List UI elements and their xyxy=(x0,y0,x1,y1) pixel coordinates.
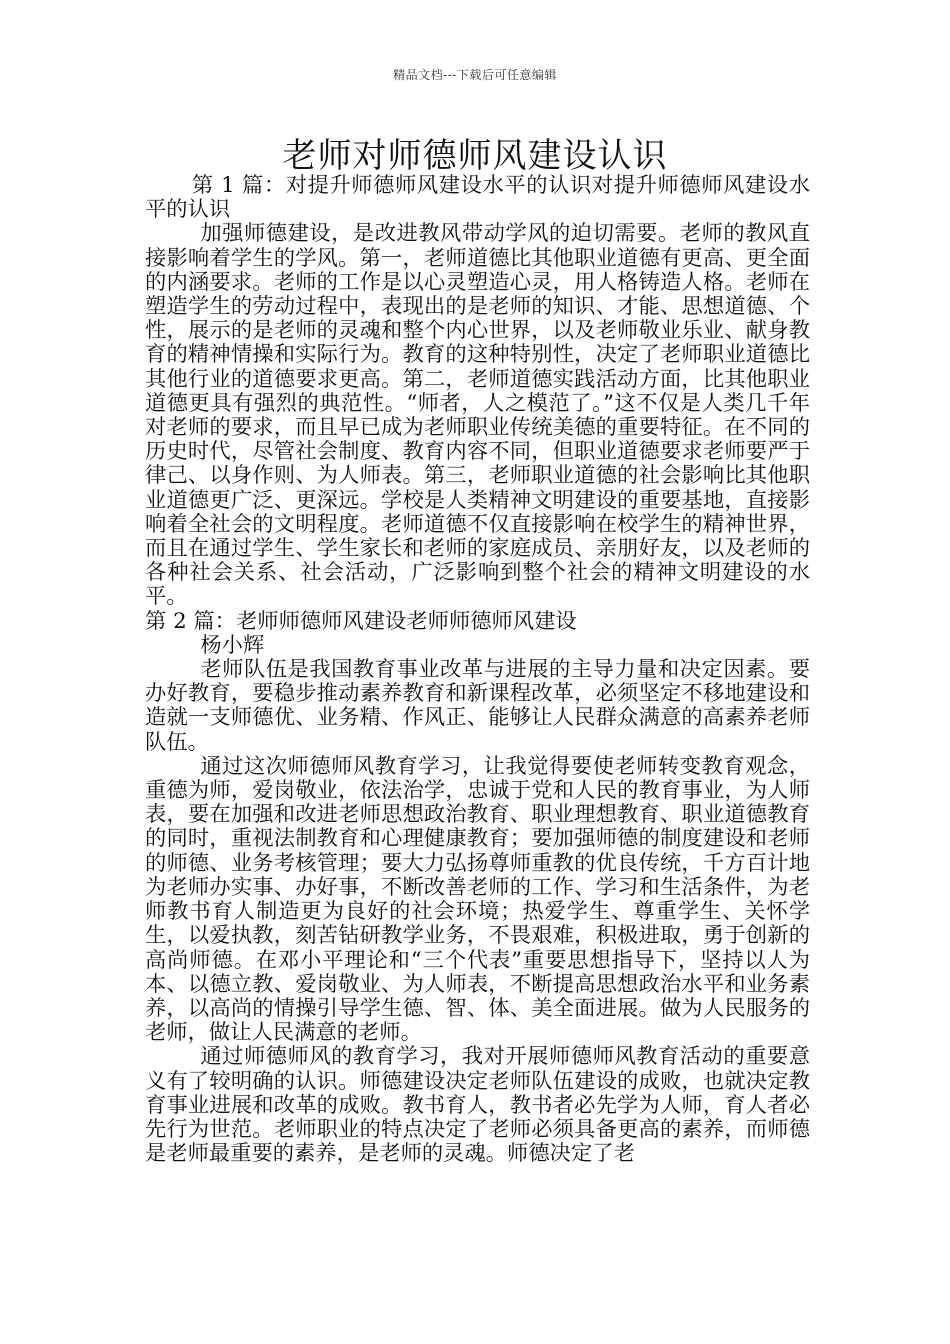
article-2-paragraph-1: 老师队伍是我国教育事业改革与进展的主导力量和决定因素。要办好教育，要稳步推动素养教育和新课程改革，必须坚定不移地建设和造就一支师德优、业务精、作风正、能够让人民群众满意的高素养老师队伍。 xyxy=(145,657,810,755)
document-title: 老师对师德师风建设认识 xyxy=(282,136,668,176)
document-body xyxy=(145,174,810,1166)
article-1-paragraph: 加强师德建设，是改进教风带动学风的迫切需要。老师的教风直接影响着学生的学风。第一，老师道德比其他职业道德有更高、更全面的内涵要求。老师的工作是以心灵塑造心灵，用人格铸造人格。老师在塑造学生的劳动过程中，表现出的是老师的知识、才能、思想道德、个性，展示的是老师的灵魂和整个内心世界，以及老师敬业乐业、献身教育的精神情操和实际行为。教育的这种特别性，决定了老师职业道德比其他行业的道德要求更高。第二，老师道德实践活动方面，比其他职业道德更具有强烈的典范性。“师者，人之模范了。”这不仅是人类几千年对老师的要求，而且早已成为老师职业传统美德的重要特征。在不同的历史时代，尽管社会制度、教育内容不同，但职业道德要求老师要严于律己、以身作则、为人师表。第三，老师职业道德的社会影响比其他职业道德更广泛、更深远。学校是人类精神文明建设的重要基地，直接影响着全社会的文明程度。老师道德不仅直接影响在校学生的精神世界，而且在通过学生、学生家长和老师的家庭成员、亲朋好友，以及老师的各种社会关系、社会活动，广泛影响到整个社会的精神文明建设的水平。 xyxy=(145,221,810,610)
article-2-heading: 第 2 篇：老师师德师风建设老师师德师风建设 xyxy=(145,608,577,634)
header-note: 精品文档---下载后可任意编辑 xyxy=(393,68,557,82)
article-2-author: 杨小辉 xyxy=(200,632,265,658)
article-2-paragraph-2: 通过这次师德师风教育学习，让我觉得要使老师转变教育观念，重德为师，爱岗敬业，依法治学，忠诚于党和人民的教育事业，为人师表，要在加强和改进老师思想政治教育、职业理想教育、职业道德教育的同时，重视法制教育和心理健康教育；要加强师德的制度建设和老师的师德、业务考核管理；要大力弘扬尊师重教的优良传统，千方百计地为老师办实事、办好事，不断改善老师的工作、学习和生活条件，为老师教书育人制造更为良好的社会环境；热爱学生、尊重学生、关怀学生，以爱执教，刻苦钻研教学业务，不畏艰难，积极进取，勇于创新的高尚师德。在邓小平理论和“三个代表”重要思想指导下，坚持以人为本、以德立教、爱岗敬业、为人师表，不断提高思想政治水平和业务素养，以高尚的情操引导学生德、智、体、美全面进展。做为人民服务的老师，做让人民满意的老师。 xyxy=(145,753,810,1046)
article-1-heading: 第 1 篇：对提升师德师风建设水平的认识对提升师德师风建设水平的认识 xyxy=(145,173,810,223)
article-2-paragraph-3: 通过师德师风的教育学习，我对开展师德师风教育活动的重要意义有了较明确的认识。师德建设决定老师队伍建设的成败，也就决定教育事业进展和改革的成败。教书育人，教书者必先学为人师，育人者必先行为世范。老师职业的特点决定了老师必须具备更高的素养，而师德是老师最重要的素养，是老师的灵魂。师德决定了老 xyxy=(145,1044,810,1167)
